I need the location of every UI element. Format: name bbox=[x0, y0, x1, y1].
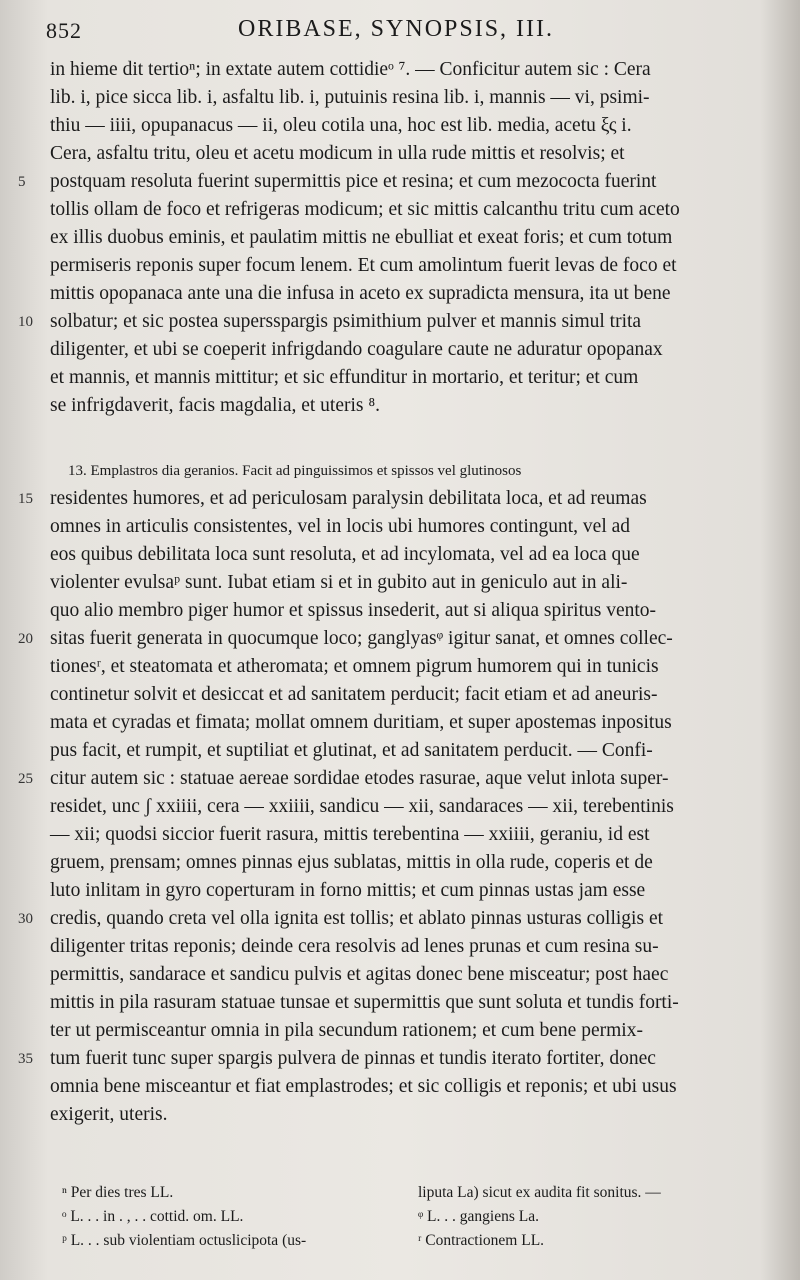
text-line: continetur solvit et desiccat et ad sanitatem perducit; facit etiam et ad aneuris- bbox=[50, 684, 658, 705]
margin-line-number: 30 bbox=[18, 911, 33, 927]
footnote-left: ⁿ Per dies tres LL. bbox=[62, 1184, 174, 1201]
footnote-right: liputa La) sicut ex audita fit sonitus. — bbox=[418, 1184, 661, 1201]
text-line: solbatur; et sic postea supersspargis psimithium pulver et mannis simul trita bbox=[50, 311, 642, 332]
margin-line-number: 20 bbox=[18, 631, 33, 647]
text-line: omnes in articulis consistentes, vel in locis ubi humores contingunt, vel ad bbox=[50, 516, 631, 537]
text-line: residentes humores, et ad periculosam paralysin debilitata loca, et ad reumas bbox=[50, 488, 647, 509]
text-line: citur autem sic : statuae aereae sordidae etodes rasurae, aque velut inlota super- bbox=[50, 768, 669, 789]
running-title: ORIBASE, SYNOPSIS, III. bbox=[238, 16, 555, 42]
text-line: omnia bene misceantur et fiat emplastrodes; et sic colligis et reponis; et ubi usus bbox=[50, 1076, 677, 1097]
text-line: diligenter, et ubi se coeperit infrigdando coagulare caute ne aduratur opopanax bbox=[50, 339, 663, 360]
text-line: permiseris reponis super focum lenem. Et cum amolintum fuerit levas de foco et bbox=[50, 255, 677, 276]
margin-line-number: 10 bbox=[18, 314, 33, 330]
text-line: quo alio membro piger humor et spissus insederit, aut si aliqua spiritus vento- bbox=[50, 600, 657, 621]
text-line: tionesʳ, et steatomata et atheromata; et omnem pigrum humorem qui in tunicis bbox=[50, 656, 659, 677]
footnote-right: ʳ Contractionem LL. bbox=[418, 1232, 545, 1249]
margin-line-number: 15 bbox=[18, 491, 33, 507]
text-line: gruem, prensam; omnes pinnas ejus sublatas, mittis in olla rude, coperis et de bbox=[50, 852, 653, 873]
text-line: postquam resoluta fuerint supermittis pice et resina; et cum mezococta fuerint bbox=[50, 171, 657, 192]
footnote-right: ᵠ L. . . gangiens La. bbox=[418, 1208, 539, 1225]
text-line: permittis, sandarace et sandicu pulvis et agitas donec bene misceatur; post haec bbox=[50, 964, 669, 985]
margin-line-number: 25 bbox=[18, 771, 33, 787]
text-line: credis, quando creta vel olla ignita est tollis; et ablato pinnas usturas colligis et bbox=[50, 908, 664, 929]
text-line: 13. Emplastros dia geranios. Facit ad pinguissimos et spissos vel glutinosos bbox=[68, 463, 522, 479]
text-line: ex illis duobus eminis, et paulatim mittis ne ebulliat et exeat foris; et cum totum bbox=[50, 227, 673, 248]
text-line: et mannis, et mannis mittitur; et sic effunditur in mortario, et teritur; et cum bbox=[50, 367, 639, 388]
text-line: residet, unc ʃ xxiiii, cera — xxiiii, sandicu — xii, sandaraces — xii, terebentinis bbox=[50, 796, 674, 817]
text-line: thiu — iiii, opupanacus — ii, oleu cotila una, hoc est lib. media, acetu ξς i. bbox=[50, 115, 632, 136]
text-line: se infrigdaverit, facis magdalia, et uteris ⁸. bbox=[50, 395, 381, 416]
margin-line-number: 35 bbox=[18, 1051, 33, 1067]
text-line: tum fuerit tunc super spargis pulvera de pinnas et tundis iterato fortiter, donec bbox=[50, 1048, 656, 1069]
text-line: violenter evulsaᵖ sunt. Iubat etiam si et in gubito aut in geniculo aut in ali- bbox=[50, 572, 628, 593]
text-line: ter ut permisceantur omnia in pila secundum rationem; et cum bene permix- bbox=[50, 1020, 643, 1041]
page-header bbox=[0, 14, 800, 46]
text-line: diligenter tritas reponis; deinde cera resolvis ad lenes prunas et cum resina su- bbox=[50, 936, 659, 957]
text-line: tollis ollam de foco et refrigeras modicum; et sic mittis calcanthu tritu cum aceto bbox=[50, 199, 680, 220]
text-line: — xii; quodsi siccior fuerit rasura, mittis terebentina — xxiiii, geraniu, id est bbox=[50, 824, 650, 845]
text-line: Cera, asfaltu tritu, oleu et acetu modicum in ulla rude mittis et resolvis; et bbox=[50, 143, 625, 164]
text-line: lib. i, pice sicca lib. i, asfaltu lib. i, putuinis resina lib. i, mannis — vi, psimi- bbox=[50, 87, 650, 108]
text-line: eos quibus debilitata loca sunt resoluta, et ad incylomata, vel ad ea loca que bbox=[50, 544, 640, 565]
text-line: mata et cyradas et fimata; mollat omnem duritiam, et super apostemas inpositus bbox=[50, 712, 672, 733]
text-line: mittis opopanaca ante una die infusa in aceto ex supradicta mensura, ita ut bene bbox=[50, 283, 671, 304]
page-number: 852 bbox=[46, 18, 82, 43]
text-line: in hieme dit tertioⁿ; in extate autem cottidieᵒ ⁷. — Conficitur autem sic : Cera bbox=[50, 59, 651, 80]
text-line: pus facit, et rumpit, et suptiliat et glutinat, et ad sanitatem perducit. — Confi- bbox=[50, 740, 653, 761]
text-line: mittis in pila rasuram statuae tunsae et supermittis que sunt soluta et tundis forti- bbox=[50, 992, 679, 1013]
text-line: exigerit, uteris. bbox=[50, 1104, 168, 1125]
text-line: luto inlitam in gyro coperturam in forno mittis; et cum pinnas ustas jam esse bbox=[50, 880, 646, 901]
footnote-left: ᵒ L. . . in . , . . cottid. om. LL. bbox=[62, 1208, 244, 1225]
footnote-left: ᵖ L. . . sub violentiam octuslicipota (us- bbox=[62, 1232, 307, 1249]
margin-line-number: 5 bbox=[18, 174, 26, 190]
text-line: sitas fuerit generata in quocumque loco; ganglyasᵠ igitur sanat, et omnes collec- bbox=[50, 628, 673, 649]
